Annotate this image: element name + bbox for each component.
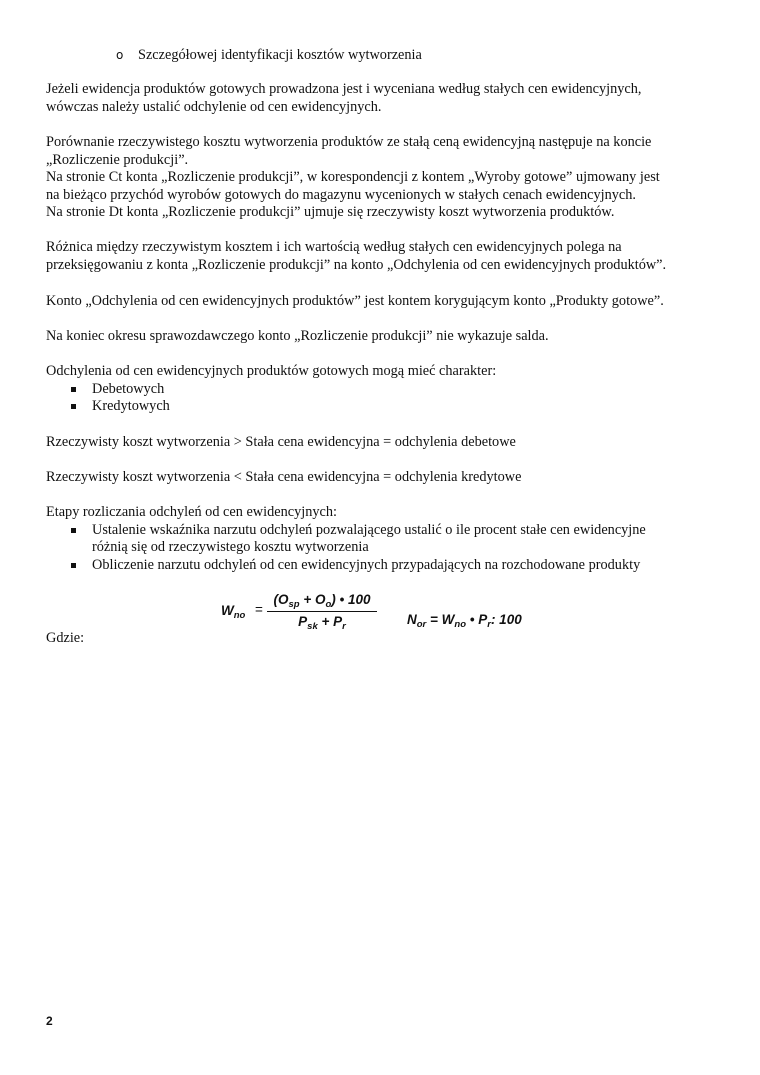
deviation-type-list (46, 381, 726, 416)
paragraph-line: Porównanie rzeczywistego kosztu wytworzenia produktów ze stałą ceną ewidencyjną następuje na koncie (46, 134, 652, 150)
list-item (46, 381, 726, 399)
list-item (46, 398, 726, 416)
paragraph-line: Rzeczywisty koszt wytworzenia > Stała cena ewidencyjna = odchylenia debetowe (46, 434, 516, 450)
list-item-text: różnią się od rzeczywistego kosztu wytworzenia (92, 539, 369, 556)
paragraph-line: Jeżeli ewidencja produktów gotowych prowadzona jest i wyceniana według stałych cen ewidencyjnych, (46, 81, 642, 97)
formula-denominator: $P_{sk} + P_r$ (298, 614, 346, 632)
list-item-text: Kredytowych (92, 398, 170, 415)
list-item (46, 522, 726, 557)
sub-bullet-item (116, 46, 422, 64)
formula-numerator: $(O_{sp} + O_o)$ • 100 (273, 592, 371, 610)
paragraph-line: Odchylenia od cen ewidencyjnych produktów gotowych mogą mieć charakter: (46, 363, 497, 379)
square-bullet-icon (71, 387, 76, 392)
square-bullet-icon (71, 404, 76, 409)
paragraph-line: „Rozliczenie produkcji”. (46, 151, 189, 168)
formula-lhs: $W_{no}$ (221, 603, 246, 621)
list-item (46, 557, 726, 575)
paragraph-line: wówczas należy ustalić odchylenie od cen ewidencyjnych. (46, 98, 382, 115)
sub-bullet-text: Szczegółowej identyfikacji kosztów wytworzenia (138, 47, 422, 63)
circle-bullet-icon: o (116, 48, 124, 62)
paragraph-line: na bieżąco przychód wyrobów gotowych do magazynu wycenionych w stałych cenach ewidencyjnych. (46, 186, 636, 203)
page-number: 2 (46, 1014, 53, 1028)
paragraph-line: Na stronie Dt konta „Rozliczenie produkcji” ujmuje się rzeczywisty koszt wytworzenia produktów. (46, 204, 615, 221)
fraction-bar (267, 611, 377, 612)
paragraph-3 (46, 239, 726, 274)
list-item-text: Debetowych (92, 380, 165, 397)
square-bullet-icon (71, 563, 76, 568)
paragraph-line: Rzeczywisty koszt wytworzenia < Stała cena ewidencyjna = odchylenia kredytowe (46, 469, 522, 485)
gdzie-label (46, 630, 726, 648)
list-item-text: Obliczenie narzutu odchyleń od cen ewidencyjnych przypadających na rozchodowane produkty (92, 556, 641, 573)
list-item-text: Ustalenie wskaźnika narzutu odchyleń pozwalającego ustalić o ile procent stałe cen ewidencyjne (92, 521, 646, 538)
paragraph-7 (46, 434, 726, 452)
formula-wno (221, 592, 381, 632)
paragraph-9 (46, 504, 726, 574)
paragraph-line: Etapy rozliczania odchyleń od cen ewidencyjnych: (46, 504, 337, 520)
stages-list (46, 522, 726, 575)
paragraph-line: Na koniec okresu sprawozdawczego konto „Rozliczenie produkcji” nie wykazuje salda. (46, 328, 549, 344)
paragraph-line: przeksięgowaniu z konta „Rozliczenie produkcji” na konto „Odchylenia od cen ewidencyjnych produktów”. (46, 256, 667, 273)
paragraph-6 (46, 363, 726, 416)
formula-nor: $N_{or} = W_{no}$ • $P_r$: 100 (407, 612, 522, 630)
paragraph-8 (46, 469, 726, 487)
formula-equals: = (255, 602, 263, 617)
paragraph-4 (46, 293, 726, 311)
paragraph-1 (46, 81, 726, 116)
paragraph-line: Gdzie: (46, 630, 85, 646)
paragraph-5 (46, 328, 726, 346)
paragraph-line: Różnica między rzeczywistym kosztem i ich wartością według stałych cen ewidencyjnych polega na (46, 239, 622, 255)
square-bullet-icon (71, 528, 76, 533)
paragraph-line: Konto „Odchylenia od cen ewidencyjnych produktów” jest kontem korygującym konto „Produkty gotowe”. (46, 293, 664, 309)
paragraph-line: Na stronie Ct konta „Rozliczenie produkcji”, w korespondencji z kontem „Wyroby gotowe” ujmowany jest (46, 169, 660, 186)
paragraph-2 (46, 134, 726, 222)
